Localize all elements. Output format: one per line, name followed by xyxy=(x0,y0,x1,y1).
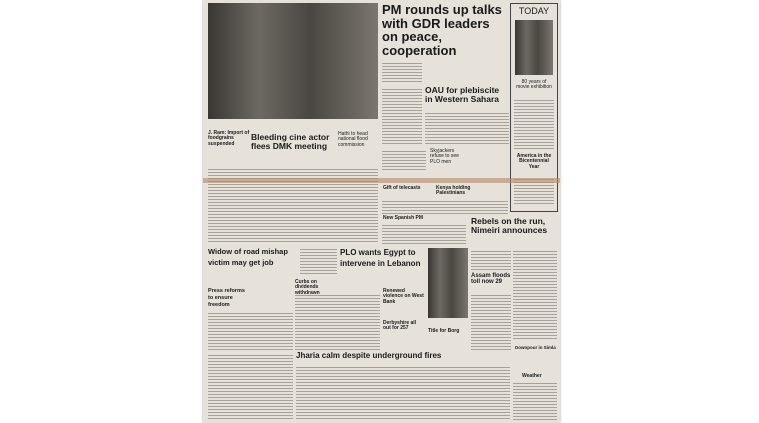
headline-skyjackers: Skyjackers refuse to see PLO men xyxy=(430,148,459,165)
today-item: 80 years of movie exhibition xyxy=(516,79,552,91)
text-block xyxy=(208,312,293,350)
headline-assam: Assam floods toll now 29 xyxy=(471,273,511,286)
text-block xyxy=(382,88,422,146)
headline-spanish: New Spanish PM xyxy=(383,215,424,221)
headline-bleeding: Bleeding cine actor flees DMK meeting xyxy=(251,132,330,151)
headline-curbs: Curbs on dividends withdrawn xyxy=(295,279,320,296)
headline-jram: J. Ram: Import of foodgrains suspended xyxy=(208,130,250,147)
headline-oau: OAU for plebiscite in Western Sahara xyxy=(425,85,500,104)
text-block xyxy=(382,200,508,214)
headline-main: PM rounds up talks with GDR leaders on peace, cooperation xyxy=(382,2,502,58)
text-block xyxy=(471,250,511,270)
headline-kenya: Kenya holding Palestinians xyxy=(436,185,471,197)
text-block xyxy=(300,248,337,276)
headline-renewed: Renewed violence on West Bank xyxy=(383,288,424,305)
text-block xyxy=(471,294,511,350)
today-photo xyxy=(515,20,553,75)
today-list xyxy=(514,99,554,149)
text-block xyxy=(382,224,466,246)
today-title: TODAY xyxy=(518,6,550,16)
text-block xyxy=(208,354,293,420)
text-block xyxy=(513,382,557,420)
headline-downpour: Downpour in Simla xyxy=(515,345,556,350)
text-block xyxy=(513,250,557,340)
today-item: America in the Bicentennial Year xyxy=(516,153,552,170)
text-block xyxy=(382,62,422,82)
headline-hathi: Hathi to head national flood commission xyxy=(338,131,368,148)
text-block xyxy=(425,112,509,146)
headline-weather: Weather xyxy=(522,373,542,379)
headline-derbyshire: Derbyshire all out for 257 xyxy=(383,320,417,332)
headline-rebels: Rebels on the run, Nimeiri announces xyxy=(471,216,548,235)
headline-jharia: Jharia calm despite underground fires xyxy=(296,351,442,360)
headline-gift: Gift of telecasts xyxy=(383,185,421,191)
front-photo xyxy=(208,3,378,119)
text-block xyxy=(296,366,510,420)
headline-widow: Widow of road mishap victim may get job xyxy=(208,247,288,267)
stain xyxy=(203,178,560,183)
borg-photo xyxy=(428,248,468,318)
text-block xyxy=(382,150,426,170)
headline-press: Press reforms to ensure freedom xyxy=(208,288,245,309)
text-block xyxy=(295,294,380,350)
headline-plo: PLO wants Egypt to intervene in Lebanon xyxy=(340,248,421,269)
caption-borg: Title for Borg xyxy=(428,328,460,334)
